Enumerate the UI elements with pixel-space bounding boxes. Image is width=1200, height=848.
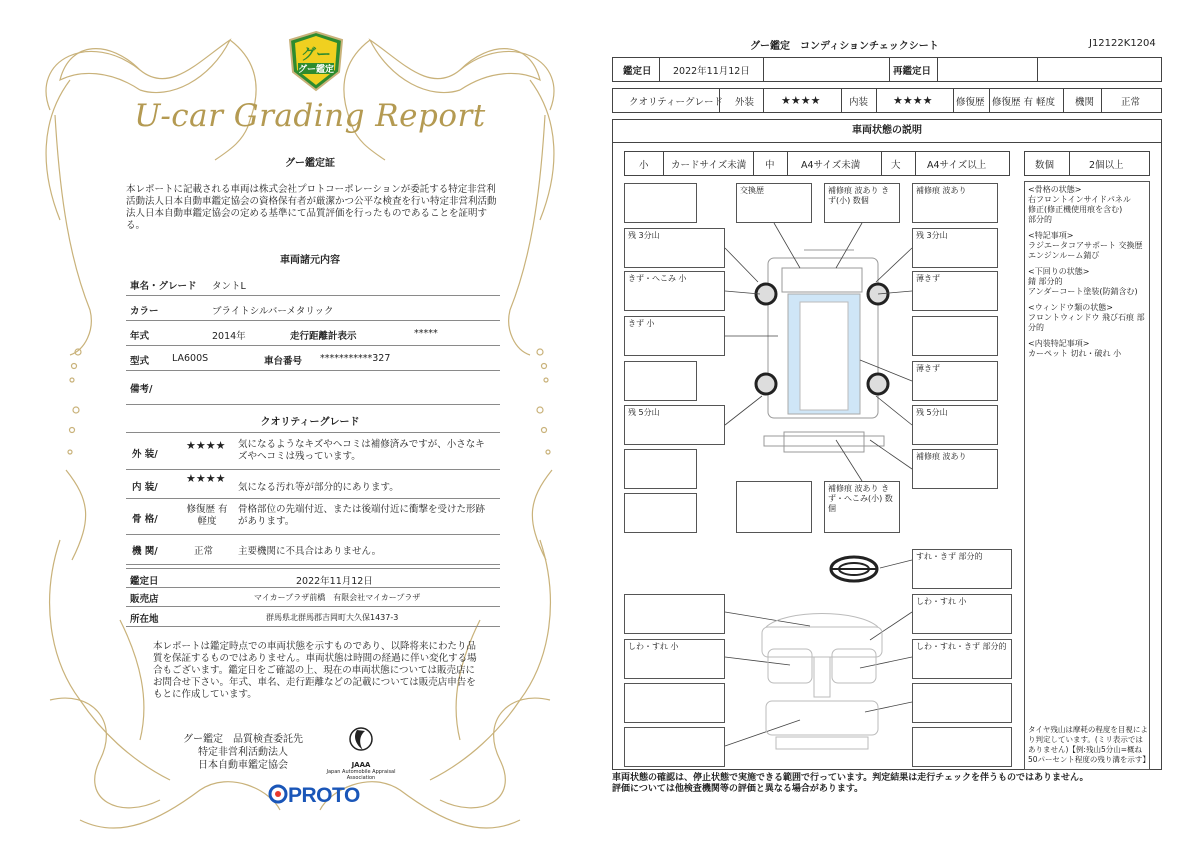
notes-special: [1028, 231, 1146, 261]
part-box: 薄きず: [912, 361, 998, 401]
proto-text: PROTO: [288, 784, 360, 807]
report-title: U-car Grading Report: [134, 98, 486, 134]
bottom-note-line-2: 評価については他検査機関等の評価と異なる場合があります。: [612, 784, 864, 794]
dealer-label: 販売店: [130, 594, 159, 605]
car-top-view-icon: [744, 232, 904, 472]
grade-row-frame: [126, 499, 500, 535]
spec-row-year: [126, 321, 500, 346]
notes-frame: [1028, 185, 1146, 225]
notes-under: [1028, 267, 1146, 297]
count-value: 2個以上: [1089, 159, 1124, 171]
org-line-1: グー鑑定 品質検査委託先: [183, 734, 303, 745]
engine-value: 正常: [194, 546, 214, 557]
part-box: [736, 481, 812, 533]
grade-row-engine: [126, 535, 500, 565]
quality-label: クオリティーグレード: [629, 96, 724, 108]
notes-frame-heading: <骨格の状態>: [1028, 185, 1082, 194]
exterior-label: 外 装/: [132, 449, 158, 460]
part-box: [624, 183, 697, 223]
notes-interior-heading: <内装特記事項>: [1028, 339, 1090, 348]
notes-special-line: エンジンルーム錆び: [1028, 251, 1100, 260]
notes-window-line: フロントウィンドウ 飛び石痕 部分的: [1028, 313, 1145, 332]
notes-special-line: ラジエータコアサポート 交換歴: [1028, 241, 1143, 250]
proto-logo: [268, 784, 360, 808]
remarks-label: 備考/: [130, 384, 153, 395]
jaaa-subtitle: Japan Automobile Appraisal Association: [326, 769, 396, 781]
grade-section-title: クオリティーグレード: [260, 417, 360, 428]
spec-section-title: 車両諸元内容: [280, 255, 340, 266]
grade-row-interior: [126, 470, 500, 499]
part-box: 補修痕 波あり: [912, 449, 998, 489]
part-box: 交換歴: [736, 183, 812, 223]
part-box: [624, 594, 725, 634]
part-box: [624, 361, 697, 401]
notes-window: [1028, 303, 1146, 333]
jaaa-emblem-icon: [347, 726, 375, 756]
address-value: 群馬県北群馬郡吉岡町大久保1437-3: [266, 613, 399, 622]
interior-seat-diagram-icon: [756, 605, 888, 755]
sheet-date-value: 2022年11月12日: [673, 65, 750, 77]
part-box: [624, 727, 725, 767]
date-label: 鑑定日: [130, 576, 159, 587]
date-row: [126, 568, 500, 588]
ext-label: 外装: [735, 96, 755, 108]
sheet-code: J12122K1204: [1089, 38, 1156, 49]
goo-kantei-logo-icon: [287, 30, 345, 92]
org-line-2: 特定非営利活動法人: [198, 747, 288, 758]
part-box: [912, 727, 1012, 767]
size-mid: 中: [765, 159, 775, 171]
spec-row-color: [126, 296, 500, 321]
part-box: [624, 493, 697, 533]
notes-panel: [1024, 181, 1150, 770]
org-line-3: 日本自動車鑑定協会: [198, 760, 288, 771]
notes-under-line: アンダーコート塗装(防錆含む): [1028, 287, 1138, 296]
part-box: [912, 316, 998, 356]
dealer-row: [126, 588, 500, 607]
count-label: 数個: [1035, 159, 1055, 171]
sheet-date-label: 鑑定日: [623, 65, 652, 77]
exterior-stars: ★★★★: [186, 439, 226, 452]
size-legend: [624, 151, 1010, 176]
certificate-title: グー鑑定証: [285, 158, 335, 169]
part-box: 残 3分山: [624, 228, 725, 268]
chassis-label: 車台番号: [264, 356, 303, 367]
mileage-value: *****: [414, 328, 438, 339]
redate-label: 再鑑定日: [893, 65, 932, 77]
notes-frame-line: 右フロントインサイドパネル: [1028, 195, 1131, 204]
part-box: 薄きず: [912, 271, 998, 311]
grade-row-exterior: [126, 432, 500, 470]
issuer-organization: [168, 733, 318, 772]
engine-label: 機 関/: [132, 546, 158, 557]
notes-interior-line: カーペット 切れ・破れ 小: [1028, 349, 1122, 358]
type-label: 型式: [130, 356, 150, 367]
part-box: 残 3分山: [912, 228, 998, 268]
part-box: しわ・すれ 小: [624, 639, 725, 679]
notes-under-heading: <下回りの状態>: [1028, 267, 1090, 276]
part-box: 補修痕 波あり きず・へこみ(小) 数個: [824, 481, 900, 533]
part-box: 残 5分山: [912, 405, 998, 445]
repair-value: 修復歴 有 軽度: [992, 96, 1056, 108]
spec-row-remarks: [126, 371, 500, 405]
part-box: [624, 449, 697, 489]
sheet-bottom-note: [612, 773, 1172, 795]
notes-under-line: 錆 部分的: [1028, 277, 1063, 286]
part-box: [912, 683, 1012, 723]
part-box: 補修痕 波あり: [912, 183, 998, 223]
year-label: 年式: [130, 331, 150, 342]
certificate-statement: 本レポートに記載される車両は株式会社プロトコーポレーションが委託する特定非営利活動法人日本自動車鑑定協会の資格保有者が厳潔かつ公平な検査を行い特定非営利活動法人日本自動車鑑定協会の定める基準にて品質評価を行ったものであることを証明する。: [126, 184, 497, 231]
notes-frame-line: 部分的: [1028, 215, 1052, 224]
notes-special-heading: <特記事項>: [1028, 231, 1074, 240]
engine-description: 主要機関に不具合はありません。: [238, 546, 382, 557]
type-value: LA600S: [172, 353, 209, 364]
notes-interior: [1028, 339, 1146, 359]
model-value: タントL: [212, 281, 246, 292]
spec-row-model: [126, 272, 500, 296]
part-box: 残 5分山: [624, 405, 725, 445]
frame-value: 修復歴 有 軽度: [186, 504, 228, 527]
interior-label: 内 装/: [132, 482, 158, 493]
size-big-desc: A4サイズ以上: [927, 159, 987, 171]
tire-note: タイヤ残山は摩耗の程度を目視により判定しています。(ミリ表示ではありません)【例:残山5分山=概ね50パーセント程度の残り溝を示す】: [1028, 725, 1150, 764]
notes-window-heading: <ウィンドウ類の状態>: [1028, 303, 1113, 312]
mileage-label: 走行距離計表示: [290, 331, 357, 342]
certificate-disclaimer: 本レポートは鑑定時点での車両状態を示すものであり、以降将来にわたり品質を保証するものではありません。車両状態は時間の経過に伴い変化する場合もございます。鑑定日をご確認の上、現在の車両状態については販売店にお問合せ下さい。年式、車名、走行距離などの記載については販売店申告をもとに作成しています。: [153, 641, 477, 700]
interior-stars: ★★★★: [186, 472, 226, 485]
size-small-desc: カードサイズ未満: [671, 159, 747, 171]
date-header-row: [612, 57, 1162, 82]
steering-wheel-icon: [828, 554, 880, 584]
dealer-value: マイカープラザ前橋 有限会社マイカープラザ: [254, 593, 421, 602]
repair-label: 修復歴: [956, 96, 985, 108]
engine-value: 正常: [1121, 96, 1141, 108]
size-mid-desc: A4サイズ未満: [801, 159, 861, 171]
condition-check-sheet: [600, 0, 1200, 848]
engine-label: 機関: [1075, 96, 1095, 108]
count-legend: [1024, 151, 1150, 176]
size-small: 小: [639, 159, 649, 171]
svg-text:グー: グー: [300, 45, 332, 63]
state-section-title: 車両状態の説明: [612, 119, 1162, 143]
ext-stars: ★★★★: [781, 94, 821, 107]
size-big: 大: [891, 159, 901, 171]
date-value: 2022年11月12日: [296, 576, 373, 587]
quality-header-row: [612, 88, 1162, 113]
address-row: [126, 607, 500, 627]
part-box: きず・へこみ 小: [624, 271, 725, 311]
frame-description: 骨格部位の先端付近、または後端付近に衝撃を受けた形跡があります。: [238, 504, 486, 527]
spec-row-type: [126, 346, 500, 371]
model-label: 車名・グレード: [130, 281, 197, 292]
interior-description: 気になる汚れ等が部分的にあります。: [238, 482, 399, 493]
address-label: 所在地: [130, 614, 159, 625]
bottom-note-line-1: 車両状態の確認は、停止状態で実施できる範囲で行っています。判定結果は走行チェックを伴うものではありません。: [612, 773, 1089, 783]
sheet-title: グー鑑定 コンディションチェックシート: [750, 41, 939, 52]
year-value: 2014年: [212, 331, 246, 342]
part-box: しわ・すれ・きず 部分的: [912, 639, 1012, 679]
part-box: 補修痕 波あり きず(小) 数個: [824, 183, 900, 223]
proto-mark-icon: [268, 784, 288, 804]
exterior-description: 気になるようなキズやヘコミは補修済みですが、小さなキズやヘコミは残っています。: [238, 439, 485, 462]
jaaa-logo: [326, 726, 396, 782]
jaaa-text: JAAA: [351, 761, 371, 769]
chassis-value: ***********327: [320, 353, 391, 364]
color-value: ブライトシルバーメタリック: [212, 306, 334, 317]
part-box: すれ・きず 部分的: [912, 549, 1012, 589]
frame-label: 骨 格/: [132, 514, 158, 525]
notes-frame-line: 修正(修正機使用痕を含む): [1028, 205, 1123, 214]
color-label: カラー: [130, 306, 159, 317]
int-stars: ★★★★: [893, 94, 933, 107]
part-box: [624, 683, 725, 723]
part-box: きず 小: [624, 316, 725, 356]
part-box: しわ・すれ 小: [912, 594, 1012, 634]
int-label: 内装: [849, 96, 869, 108]
svg-text:グー鑑定: グー鑑定: [297, 65, 335, 75]
